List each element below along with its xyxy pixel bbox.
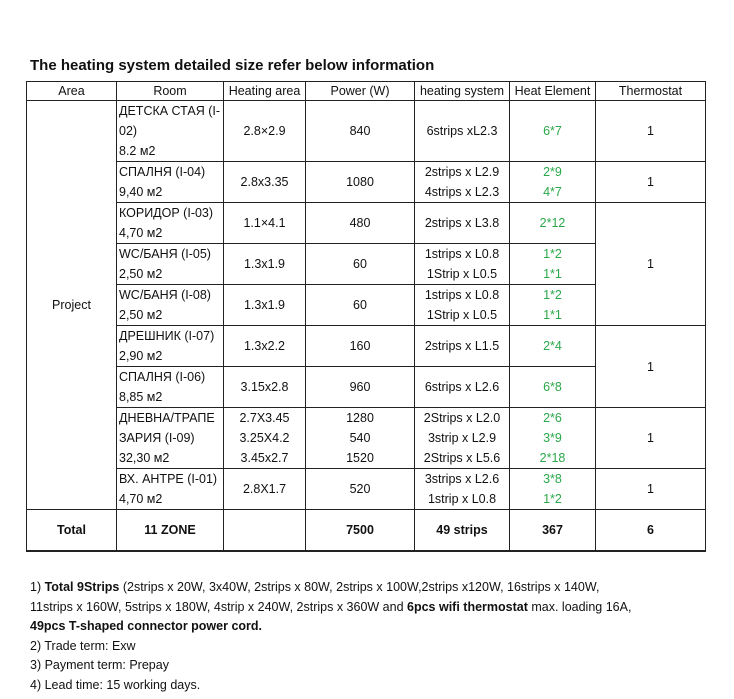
- total-label: Total: [27, 510, 117, 552]
- power-cell-line: 480: [349, 216, 371, 230]
- power-cell-line: 840: [349, 124, 371, 138]
- table-row: [27, 203, 706, 244]
- room-cell-line: ДНЕВНА/ТРАПЕ: [119, 411, 215, 425]
- room-cell-line: 9,40 м2: [119, 185, 163, 199]
- heat-element-cell-line: 1*2: [543, 288, 562, 302]
- table-row: [27, 408, 706, 469]
- heating-area-cell: [224, 326, 306, 367]
- header-power: Power (W): [306, 82, 415, 101]
- note-4: 4) Lead time: 15 working days.: [30, 677, 201, 692]
- total-heating-area: [224, 510, 306, 552]
- power-cell: [306, 367, 415, 408]
- room-cell-line: ВХ. АНТРЕ (I-01): [119, 472, 218, 486]
- heating-system-cell: [415, 367, 510, 408]
- room-cell: [117, 408, 224, 469]
- heating-area-cell: [224, 367, 306, 408]
- room-cell-line: WC/БАНЯ (I-08): [119, 288, 211, 302]
- note-1-bold: Total 9Strips: [44, 580, 120, 594]
- heating-area-cell: [224, 469, 306, 510]
- heat-element-cell-line: 4*7: [543, 185, 562, 199]
- heating-area-cell: [224, 285, 306, 326]
- heat-element-cell-line: 2*12: [539, 216, 566, 230]
- heat-element-cell: [510, 326, 596, 367]
- heating-area-cell-line: 1.3x1.9: [243, 257, 285, 271]
- total-zones: 11 ZONE: [117, 510, 224, 552]
- header-room: Room: [117, 82, 224, 101]
- heating-system-cell-line: 6strips x L2.6: [424, 380, 500, 394]
- heat-element-cell-line: 2*4: [543, 339, 562, 353]
- room-cell: [117, 203, 224, 244]
- heating-area-cell-line: 3.15x2.8: [240, 380, 289, 394]
- room-cell: [117, 244, 224, 285]
- power-cell: [306, 408, 415, 469]
- note-1-line-2: [30, 598, 720, 618]
- heat-element-cell: [510, 203, 596, 244]
- heating-system-cell-line: 1Strip x L0.5: [426, 267, 498, 281]
- power-cell: [306, 162, 415, 203]
- heat-element-cell: [510, 162, 596, 203]
- room-cell-line: ДЕТСКА СТАЯ (I-: [119, 104, 221, 118]
- room-cell-line: КОРИДОР (I-03): [119, 206, 214, 220]
- heat-element-cell-line: 2*9: [543, 165, 562, 179]
- area-cell: Project: [27, 101, 117, 510]
- heating-system-cell: [415, 408, 510, 469]
- page-title: The heating system detailed size refer below information: [30, 57, 435, 74]
- room-cell-line: 4,70 м2: [119, 226, 163, 240]
- power-cell-line: 520: [349, 482, 371, 496]
- heating-area-cell: [224, 408, 306, 469]
- power-cell-line: 160: [349, 339, 371, 353]
- heat-element-cell-line: 1*2: [543, 247, 562, 261]
- note-1-text-2: 11strips x 160W, 5strips x 180W, 4strip x 240W, 2strips x 360W and: [30, 599, 408, 614]
- room-cell: [117, 469, 224, 510]
- heat-element-cell-line: 2*6: [543, 411, 562, 425]
- heating-system-cell-line: 1strips x L0.8: [424, 247, 500, 261]
- heating-area-cell-line: 1.3x2.2: [243, 339, 285, 353]
- power-cell: [306, 203, 415, 244]
- heating-system-cell: [415, 469, 510, 510]
- heating-system-cell-line: 1strip x L0.8: [427, 492, 497, 506]
- room-cell: [117, 367, 224, 408]
- thermostat-cell: 1: [596, 326, 706, 408]
- power-cell: [306, 326, 415, 367]
- heating-area-cell: [224, 203, 306, 244]
- heating-system-cell-line: 2Strips x L2.0: [423, 411, 501, 425]
- room-cell-line: ЗАРИЯ (I-09): [119, 431, 195, 445]
- table-row: [27, 101, 706, 162]
- room-cell-line: 4,70 м2: [119, 492, 163, 506]
- heating-system-cell: [415, 101, 510, 162]
- thermostat-cell: 1: [596, 162, 706, 203]
- room-cell-line: СПАЛНЯ (I-06): [119, 370, 206, 384]
- heating-table: [26, 81, 706, 552]
- heat-element-cell-line: 3*9: [543, 431, 562, 445]
- power-cell-line: 1080: [346, 175, 374, 189]
- heating-area-cell-line: 2.7X3.45: [239, 411, 290, 425]
- thermostat-cell: 1: [596, 469, 706, 510]
- room-cell: [117, 326, 224, 367]
- heating-system-cell-line: 1Strip x L0.5: [426, 308, 498, 322]
- room-cell-line: 2,90 м2: [119, 349, 163, 363]
- total-element: 367: [510, 510, 596, 552]
- thermostat-cell: 1: [596, 203, 706, 326]
- heating-system-cell: [415, 203, 510, 244]
- heating-system-cell: [415, 285, 510, 326]
- heating-area-cell: [224, 244, 306, 285]
- heating-system-cell-line: 2strips x L3.8: [424, 216, 500, 230]
- heating-system-cell-line: 2Strips x L5.6: [423, 451, 501, 465]
- room-cell-line: 8.2 м2: [119, 144, 156, 158]
- power-cell-line: 1280: [346, 411, 374, 425]
- heat-element-cell: [510, 285, 596, 326]
- heating-area-cell-line: 2.8X1.7: [242, 482, 287, 496]
- power-cell: [306, 101, 415, 162]
- power-cell: [306, 244, 415, 285]
- heat-element-cell-line: 1*1: [543, 267, 562, 281]
- header-area: Area: [27, 82, 117, 101]
- heat-element-cell-line: 1*2: [543, 492, 562, 506]
- power-cell-line: 960: [349, 380, 371, 394]
- note-1-line-3: [30, 617, 720, 637]
- heat-element-cell-line: 6*8: [543, 380, 562, 394]
- heat-element-cell-line: 2*18: [539, 451, 566, 465]
- heat-element-cell: [510, 367, 596, 408]
- note-1-line-1: [30, 578, 720, 598]
- table-body: [27, 101, 706, 552]
- room-cell-line: 32,30 м2: [119, 451, 170, 465]
- room-cell-line: WC/БАНЯ (I-05): [119, 247, 211, 261]
- total-system: 49 strips: [415, 510, 510, 552]
- total-row: [27, 510, 706, 552]
- room-cell-line: ДРЕШНИК (I-07): [119, 329, 215, 343]
- heating-area-cell-line: 2.8×2.9: [243, 124, 286, 138]
- heating-system-cell-line: 4strips x L2.3: [424, 185, 500, 199]
- power-cell-line: 540: [349, 431, 371, 445]
- header-thermostat: Thermostat: [596, 82, 706, 101]
- heat-element-cell: [510, 408, 596, 469]
- heating-system-cell: [415, 244, 510, 285]
- table-row: [27, 162, 706, 203]
- thermostat-cell: 1: [596, 408, 706, 469]
- note-1-text-3: max. loading 16A,: [527, 599, 632, 614]
- heating-system-cell-line: 3strips x L2.6: [424, 472, 500, 486]
- heat-element-cell: [510, 244, 596, 285]
- table-row: [27, 326, 706, 367]
- note-1-bold-3: 49pcs T-shaped connector power cord.: [30, 619, 263, 633]
- room-cell-line: 2,50 м2: [119, 267, 163, 281]
- heating-system-cell-line: 1strips x L0.8: [424, 288, 500, 302]
- heating-area-cell-line: 3.45x2.7: [240, 451, 289, 465]
- heating-area-cell-line: 1.1×4.1: [243, 216, 286, 230]
- note-2: 2) Trade term: Exw: [30, 638, 136, 653]
- heating-system-cell: [415, 162, 510, 203]
- header-heat-element: Heat Element: [510, 82, 596, 101]
- header-row: [27, 82, 706, 101]
- header-heating-area: Heating area: [224, 82, 306, 101]
- heating-area-cell: [224, 101, 306, 162]
- heat-element-cell-line: 6*7: [543, 124, 562, 138]
- room-cell-line: 2,50 м2: [119, 308, 163, 322]
- room-cell: [117, 101, 224, 162]
- heating-system-cell-line: 2strips x L1.5: [424, 339, 500, 353]
- notes: [30, 578, 720, 695]
- heat-element-cell-line: 1*1: [543, 308, 562, 322]
- room-cell-line: 02): [119, 124, 138, 138]
- heating-area-cell-line: 3.25X4.2: [239, 431, 290, 445]
- note-1-bold-2: 6pcs wifi thermostat: [407, 599, 528, 614]
- power-cell-line: 60: [353, 257, 367, 271]
- room-cell-line: СПАЛНЯ (I-04): [119, 165, 206, 179]
- power-cell-line: 1520: [346, 451, 374, 465]
- heat-element-cell-line: 3*8: [543, 472, 562, 486]
- heat-element-cell: [510, 101, 596, 162]
- heat-element-cell: [510, 469, 596, 510]
- header-heating-system: heating system: [415, 82, 510, 101]
- heating-system-cell-line: 3strip x L2.9: [427, 431, 497, 445]
- note-1-text: (2strips x 20W, 3x40W, 2strips x 80W, 2strips x 100W,2strips x120W, 16strips x 140W,: [119, 580, 600, 594]
- power-cell: [306, 469, 415, 510]
- heating-system-cell-line: 2strips x L2.9: [424, 165, 500, 179]
- heating-area-cell: [224, 162, 306, 203]
- thermostat-cell: 1: [596, 101, 706, 162]
- total-thermostat: 6: [596, 510, 706, 552]
- table-row: [27, 469, 706, 510]
- total-power: 7500: [306, 510, 415, 552]
- room-cell: [117, 285, 224, 326]
- note-1-prefix: 1): [30, 580, 45, 594]
- power-cell: [306, 285, 415, 326]
- power-cell-line: 60: [353, 298, 367, 312]
- heating-system-cell: [415, 326, 510, 367]
- heating-system-cell-line: 6strips xL2.3: [426, 124, 498, 138]
- note-3: 3) Payment term: Prepay: [30, 658, 169, 672]
- room-cell-line: 8,85 м2: [119, 390, 163, 404]
- room-cell: [117, 162, 224, 203]
- heating-area-cell-line: 2.8x3.35: [240, 175, 289, 189]
- heating-area-cell-line: 1.3x1.9: [243, 298, 285, 312]
